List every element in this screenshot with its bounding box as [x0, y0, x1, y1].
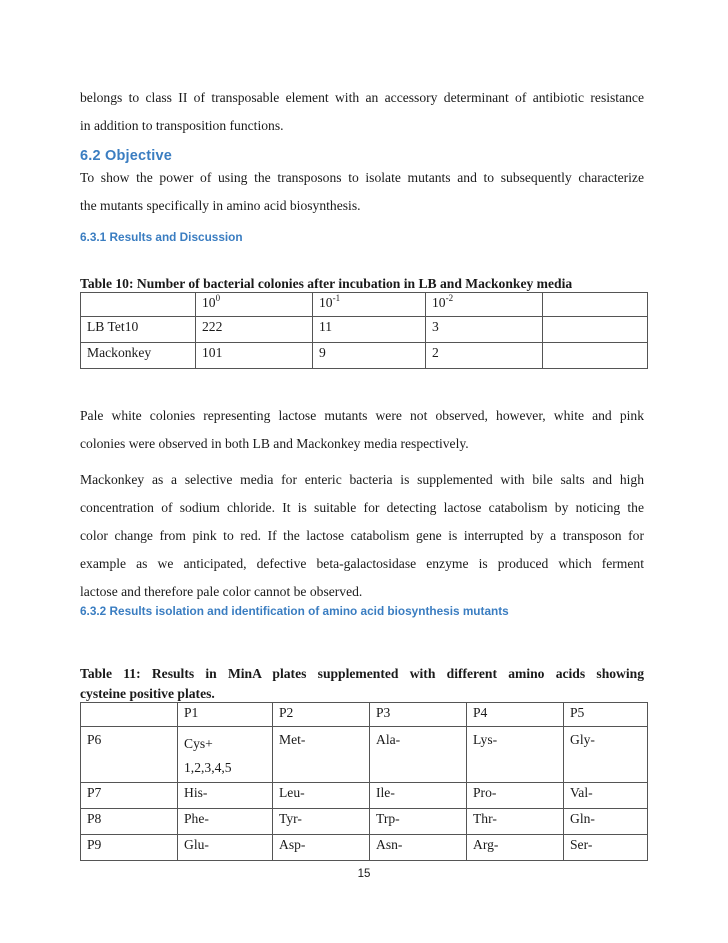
table-cell: Val-: [564, 783, 648, 809]
table10: [80, 292, 648, 369]
objective-heading: 6.2 Objective: [80, 148, 173, 164]
table-cell: Ser-: [564, 835, 648, 861]
table-cell: Asp-: [273, 835, 370, 861]
objective-paragraph: [80, 164, 644, 220]
amino-acid-heading: 6.3.2 Results isolation and identification of amino acid biosynthesis mutants: [80, 604, 509, 618]
table-cell: P7: [81, 783, 178, 809]
table-cell: 9: [313, 343, 426, 369]
table-header-cell: P2: [273, 703, 370, 727]
table-cell: Lys-: [467, 727, 564, 783]
para2-line-1: Mackonkey as a selective media for enteric bacteria is supplemented with bile salts and high: [80, 472, 644, 487]
table-cell: His-: [178, 783, 273, 809]
table-cell: Mackonkey: [81, 343, 196, 369]
paragraph-2: [80, 466, 644, 606]
table-cell: [543, 293, 648, 317]
table-cell: 2: [426, 343, 543, 369]
table-header-cell: $10^{-1}$: [313, 293, 426, 317]
table-cell: P8: [81, 809, 178, 835]
table-cell: [178, 727, 273, 783]
table-cell: [81, 703, 178, 727]
intro-line-2: in addition to transposition functions.: [80, 118, 284, 133]
table-cell: 101: [196, 343, 313, 369]
table-cell: Thr-: [467, 809, 564, 835]
para2-line-2: concentration of sodium chloride. It is suitable for detecting lactose catabolism by noticing the: [80, 500, 644, 515]
table-row: [81, 809, 648, 835]
table-header-cell: P4: [467, 703, 564, 727]
table-cell: [543, 317, 648, 343]
table-header-cell: P1: [178, 703, 273, 727]
para1-line-2: colonies were observed in both LB and Mackonkey media respectively.: [80, 436, 469, 451]
intro-paragraph: [80, 84, 644, 140]
table-row: [81, 727, 648, 783]
table-cell: Leu-: [273, 783, 370, 809]
results-heading: 6.3.1 Results and Discussion: [80, 230, 243, 244]
table-cell: LB Tet10: [81, 317, 196, 343]
table-cell: 3: [426, 317, 543, 343]
para2-line-3: color change from pink to red. If the lactose catabolism gene is interrupted by a transposon for: [80, 528, 644, 543]
table11-caption-line-2: cysteine positive plates.: [80, 686, 215, 701]
table-cell: [81, 293, 196, 317]
table-cell: Gly-: [564, 727, 648, 783]
table-cell: Pro-: [467, 783, 564, 809]
table-cell: [543, 343, 648, 369]
table-cell: Arg-: [467, 835, 564, 861]
table-cell: Trp-: [370, 809, 467, 835]
page-number: 15: [357, 868, 371, 880]
objective-line-1: To show the power of using the transposons to isolate mutants and to subsequently characterize: [80, 170, 644, 185]
table-cell: 11: [313, 317, 426, 343]
table-cell: 222: [196, 317, 313, 343]
table-cell: Ala-: [370, 727, 467, 783]
table11: [80, 702, 648, 861]
table-row: [81, 317, 648, 343]
paragraph-1: [80, 402, 644, 458]
para2-line-4: example as we anticipated, defective beta-galactosidase enzyme is produced which ferment: [80, 556, 644, 571]
table-cell: P9: [81, 835, 178, 861]
table-cell: Ile-: [370, 783, 467, 809]
table-header-cell: $10^0$: [196, 293, 313, 317]
table-cell: P6: [81, 727, 178, 783]
table-header-cell: P5: [564, 703, 648, 727]
para1-line-1: Pale white colonies representing lactose mutants were not observed, however, white and pink: [80, 408, 644, 423]
table-cell: Tyr-: [273, 809, 370, 835]
table-cell-value: Cys+: [184, 736, 213, 751]
table-cell: Asn-: [370, 835, 467, 861]
table-cell-plates: 1,2,3,4,5: [184, 760, 232, 775]
table11-caption-line-1: Table 11: Results in MinA plates supplemented with different amino acids showing: [80, 666, 644, 681]
objective-line-2: the mutants specifically in amino acid biosynthesis.: [80, 198, 361, 213]
table-cell: Glu-: [178, 835, 273, 861]
para2-line-5: lactose and therefore pale color cannot be observed.: [80, 584, 363, 599]
table-header-cell: P3: [370, 703, 467, 727]
table-cell: Phe-: [178, 809, 273, 835]
table-cell: Met-: [273, 727, 370, 783]
table-row: [81, 293, 648, 317]
table-row: [81, 343, 648, 369]
table-cell: Gln-: [564, 809, 648, 835]
table-row: [81, 783, 648, 809]
table-row: [81, 703, 648, 727]
table-row: [81, 835, 648, 861]
intro-line-1: belongs to class II of transposable element with an accessory determinant of antibiotic resistance: [80, 90, 644, 105]
table-header-cell: $10^{-2}$: [426, 293, 543, 317]
table10-caption: Table 10: Number of bacterial colonies after incubation in LB and Mackonkey media: [80, 276, 573, 291]
